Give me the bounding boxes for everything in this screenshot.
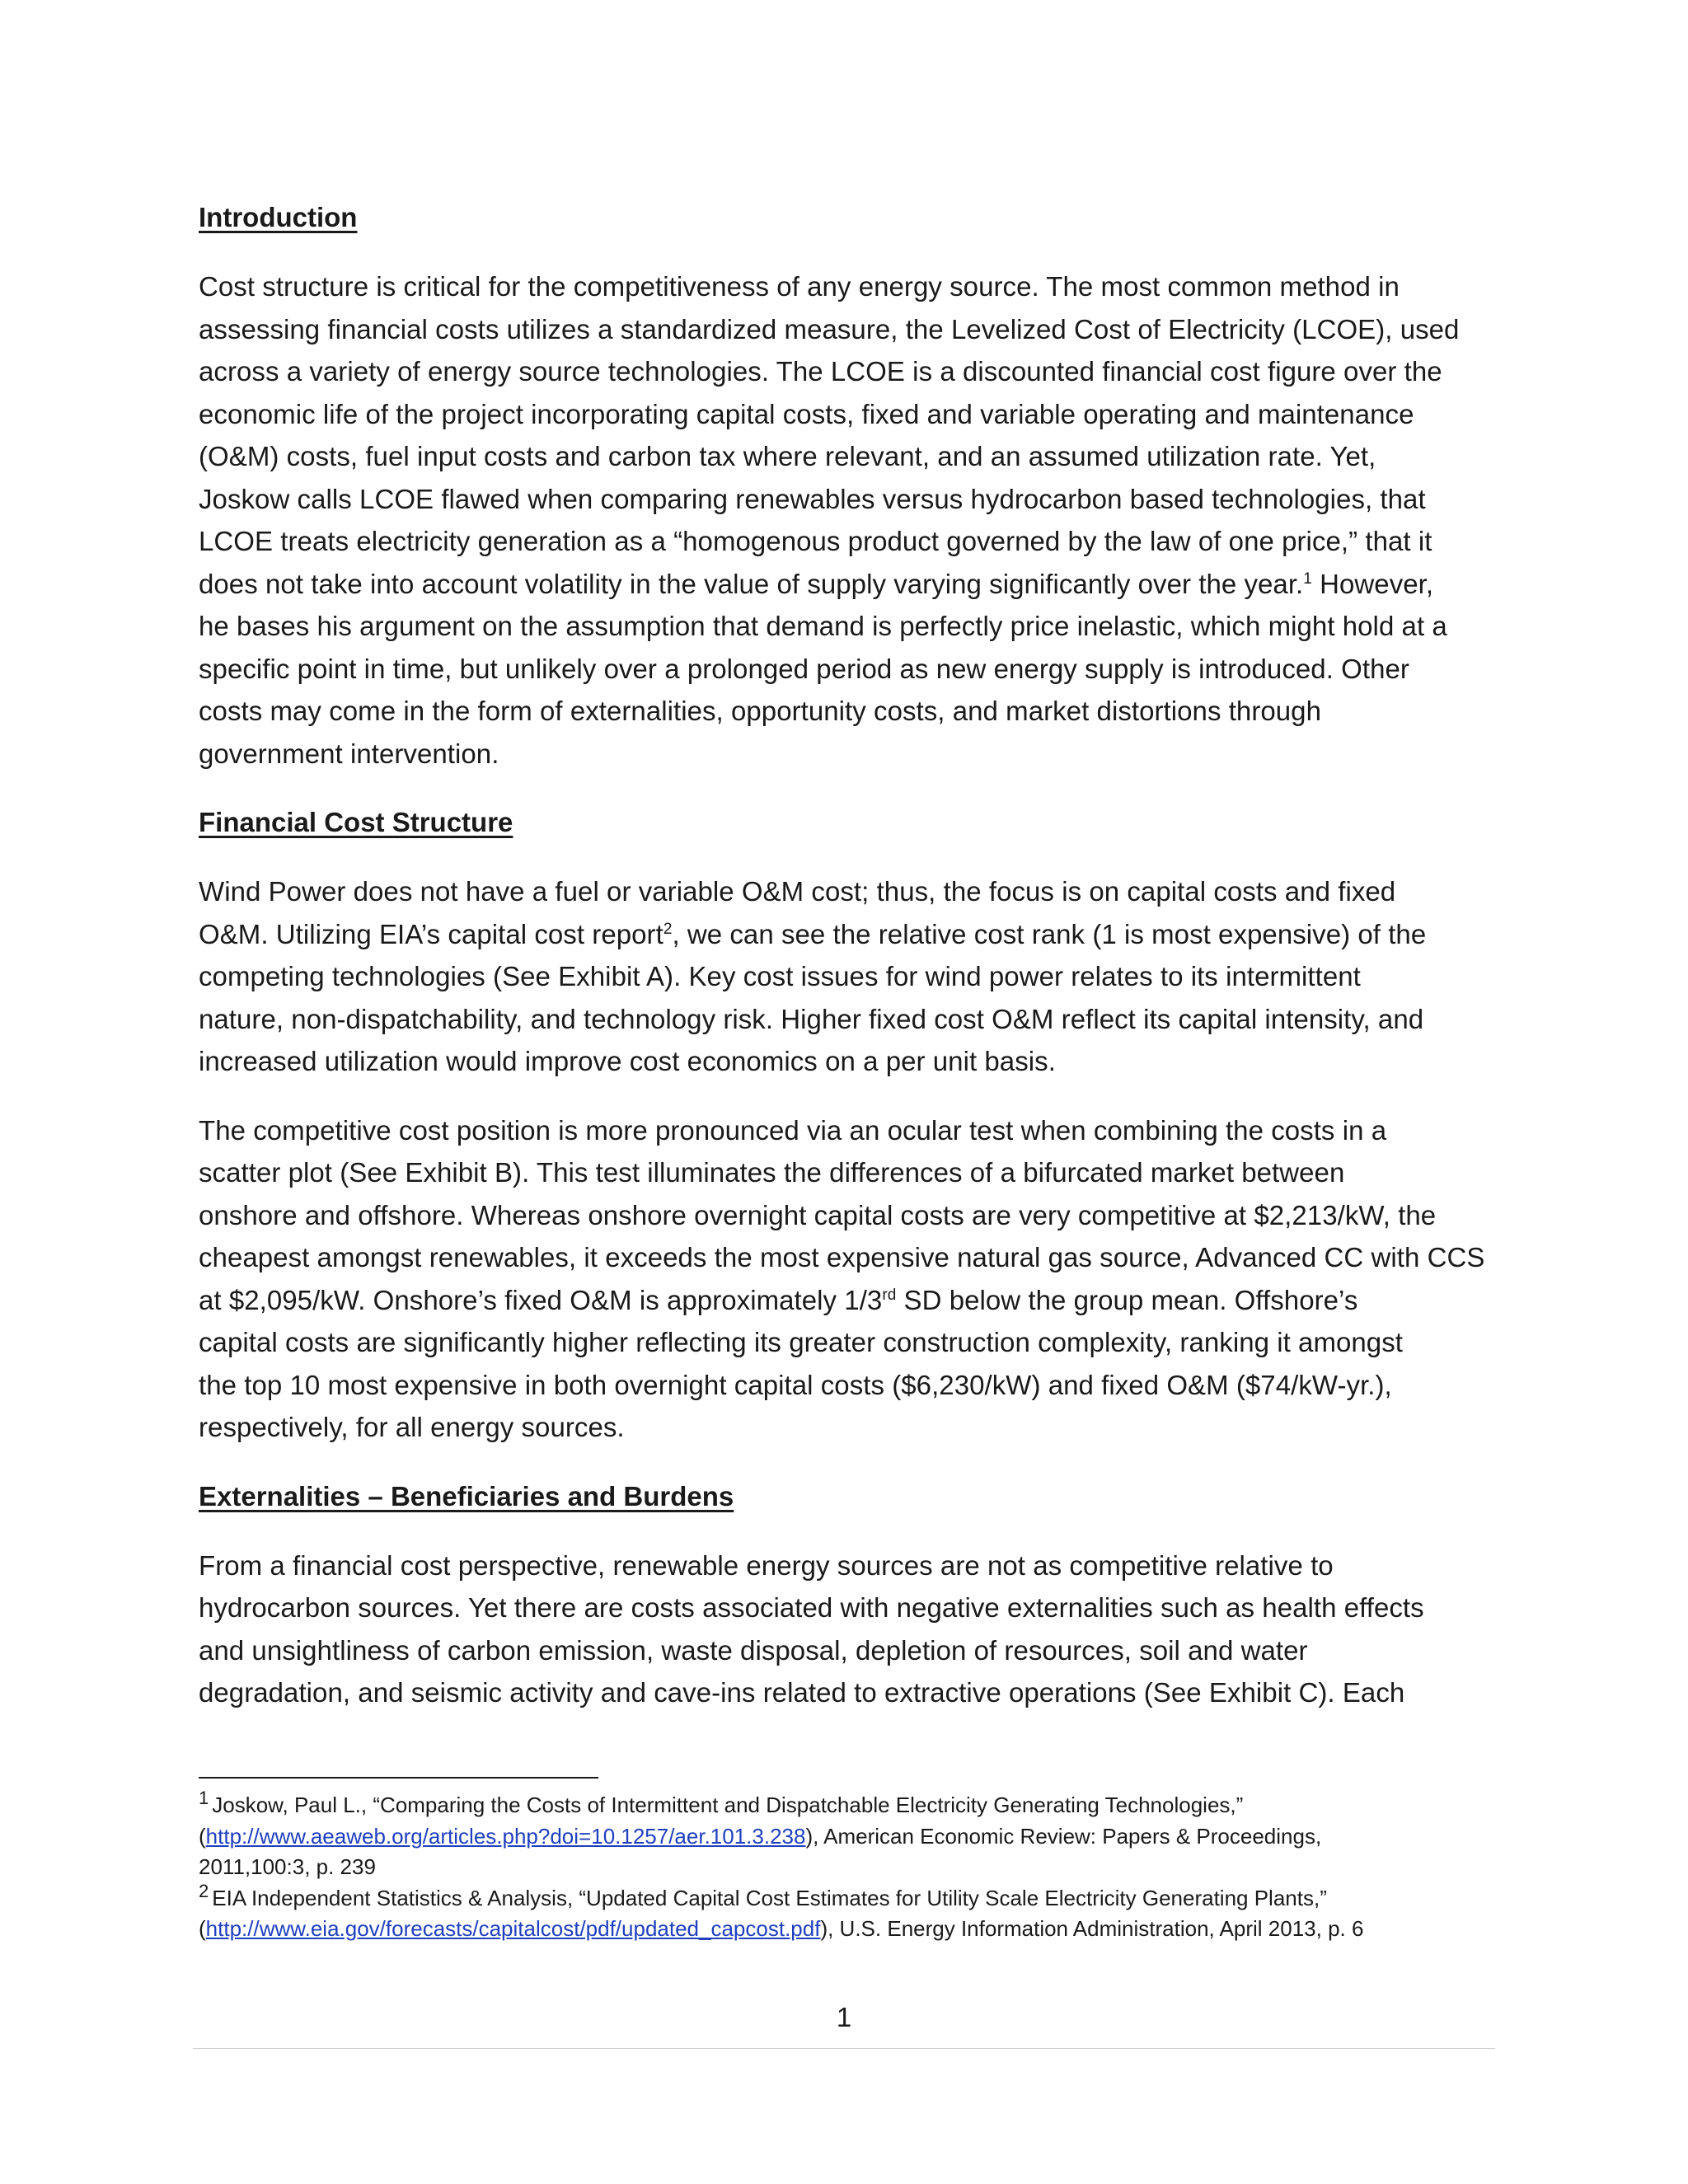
text-line: scatter plot (See Exhibit B). This test illuminates the differences of a bifurcated market between bbox=[199, 1157, 1345, 1188]
text-line: The competitive cost position is more pronounced via an ocular test when combining the costs in a bbox=[199, 1114, 1387, 1146]
text-line: the top 10 most expensive in both overnight capital costs ($6,230/kW) and fixed O&M ($74/kW-yr.), bbox=[199, 1369, 1392, 1400]
footnote-1-line bbox=[199, 1790, 1501, 1821]
footnote-text: EIA Independent Statistics & Analysis, “Updated Capital Cost Estimates for Utility Scale Electricity Generating Plants,” bbox=[212, 1885, 1327, 1910]
footnote-1-link[interactable]: http://www.aeaweb.org/articles.php?doi=10.1257/aer.101.3.238 bbox=[205, 1823, 806, 1849]
text-line: Joskow calls LCOE flawed when comparing renewables versus hydrocarbon based technologies, that bbox=[199, 483, 1426, 514]
text-line: LCOE treats electricity generation as a “homogenous product governed by the law of one price,” that it bbox=[199, 526, 1432, 556]
text-line: hydrocarbon sources. Yet there are costs associated with negative externalities such as health effects bbox=[199, 1592, 1424, 1623]
footnote-paren: ( bbox=[199, 1916, 206, 1941]
text-line: increased utilization would improve cost economics on a per unit basis. bbox=[199, 1046, 1056, 1076]
ordinal-superscript: rd bbox=[882, 1286, 897, 1304]
footer-rule bbox=[193, 2048, 1495, 2049]
paragraph-financial-cost-1 bbox=[199, 870, 1493, 1083]
text-line: respectively, for all energy sources. bbox=[199, 1412, 625, 1442]
paragraph-externalities bbox=[199, 1544, 1493, 1714]
text-fragment: However, bbox=[1311, 568, 1434, 599]
footnote-1-line: 2011,100:3, p. 239 bbox=[199, 1854, 376, 1879]
text-line: competing technologies (See Exhibit A). Key cost issues for wind power relates to its intermittent bbox=[199, 961, 1361, 991]
text-line: government intervention. bbox=[199, 738, 499, 769]
text-line: From a financial cost perspective, renewable energy sources are not as competitive relative to bbox=[199, 1549, 1334, 1581]
text-fragment: at $2,095/kW. Onshore’s fixed O&M is approximately 1/3 bbox=[199, 1284, 883, 1315]
text-line: costs may come in the form of externalities, opportunity costs, and market distortions through bbox=[199, 696, 1321, 726]
text-line bbox=[199, 913, 1493, 956]
text-fragment: does not take into account volatility in the value of supply varying significantly over the year. bbox=[199, 568, 1304, 599]
text-line: Wind Power does not have a fuel or variable O&M cost; thus, the focus is on capital costs and fixed bbox=[199, 876, 1396, 907]
footnote-separator bbox=[199, 1777, 598, 1779]
text-line: economic life of the project incorporating capital costs, fixed and variable operating and maintenance bbox=[199, 398, 1414, 429]
text-line: Cost structure is critical for the competitiveness of any energy source. The most common method in bbox=[199, 271, 1400, 302]
text-fragment: O&M. Utilizing EIA’s capital cost report bbox=[199, 918, 663, 949]
text-line: he bases his argument on the assumption that demand is perfectly price inelastic, which might hold at a bbox=[199, 611, 1447, 641]
text-line: cheapest amongst renewables, it exceeds the most expensive natural gas source, Advanced CC with CCS bbox=[199, 1242, 1485, 1272]
footnotes bbox=[199, 1790, 1501, 1945]
text-line: (O&M) costs, fuel input costs and carbon tax where relevant, and an assumed utilization rate. Yet, bbox=[199, 441, 1376, 471]
text-line: nature, non-dispatchability, and technology risk. Higher fixed cost O&M reflect its capital intensity, and bbox=[199, 1003, 1424, 1034]
text-fragment: SD below the group mean. Offshore’s bbox=[896, 1284, 1358, 1315]
text-line: across a variety of energy source technologies. The LCOE is a discounted financial cost figure over the bbox=[199, 356, 1442, 387]
section-heading-introduction: Introduction bbox=[199, 202, 358, 232]
footnote-mark: 2 bbox=[199, 1880, 209, 1901]
document-body bbox=[199, 196, 1493, 1741]
text-line: onshore and offshore. Whereas onshore overnight capital costs are very competitive at $2,213/kW, the bbox=[199, 1199, 1437, 1230]
text-line bbox=[199, 563, 1493, 606]
footnote-text: Joskow, Paul L., “Comparing the Costs of Intermittent and Dispatchable Electricity Generating Technologies,” bbox=[212, 1793, 1244, 1817]
footnote-ref-1[interactable]: 1 bbox=[1303, 569, 1312, 588]
text-fragment: , we can see the relative cost rank (1 is most expensive) of the bbox=[672, 918, 1427, 949]
text-line: specific point in time, but unlikely over a prolonged period as new energy supply is introduced. Other bbox=[199, 653, 1409, 684]
text-line: and unsightliness of carbon emission, waste disposal, depletion of resources, soil and water bbox=[199, 1634, 1308, 1666]
page-number: 1 bbox=[836, 2002, 852, 2032]
section-heading-financial-cost-structure: Financial Cost Structure bbox=[199, 807, 513, 837]
footnote-2-link[interactable]: http://www.eia.gov/forecasts/capitalcost/pdf/updated_capcost.pdf bbox=[205, 1916, 821, 1941]
paragraph-financial-cost-2 bbox=[199, 1109, 1493, 1449]
text-line: assessing financial costs utilizes a standardized measure, the Levelized Cost of Electricity (LCOE), used bbox=[199, 313, 1460, 344]
text-line bbox=[199, 1279, 1493, 1322]
footnote-2-link-line bbox=[199, 1914, 1501, 1945]
text-line: capital costs are significantly higher reflecting its greater construction complexity, ranking it amongst bbox=[199, 1327, 1403, 1357]
paragraph-introduction bbox=[199, 265, 1493, 775]
footnote-2-line bbox=[199, 1880, 1501, 1915]
footnote-paren: ( bbox=[199, 1823, 206, 1849]
footnote-text: ), U.S. Energy Information Administration, April 2013, p. 6 bbox=[820, 1916, 1364, 1941]
footnote-mark: 1 bbox=[199, 1788, 209, 1809]
footnote-ref-2[interactable]: 2 bbox=[663, 920, 673, 938]
text-line: degradation, and seismic activity and cave-ins related to extractive operations (See Exhibit C). Each bbox=[199, 1677, 1405, 1708]
footnote-1-link-line bbox=[199, 1821, 1501, 1853]
section-heading-externalities: Externalities – Beneficiaries and Burdens bbox=[199, 1480, 734, 1511]
footnote-text: ), American Economic Review: Papers & Proceedings, bbox=[805, 1823, 1322, 1849]
